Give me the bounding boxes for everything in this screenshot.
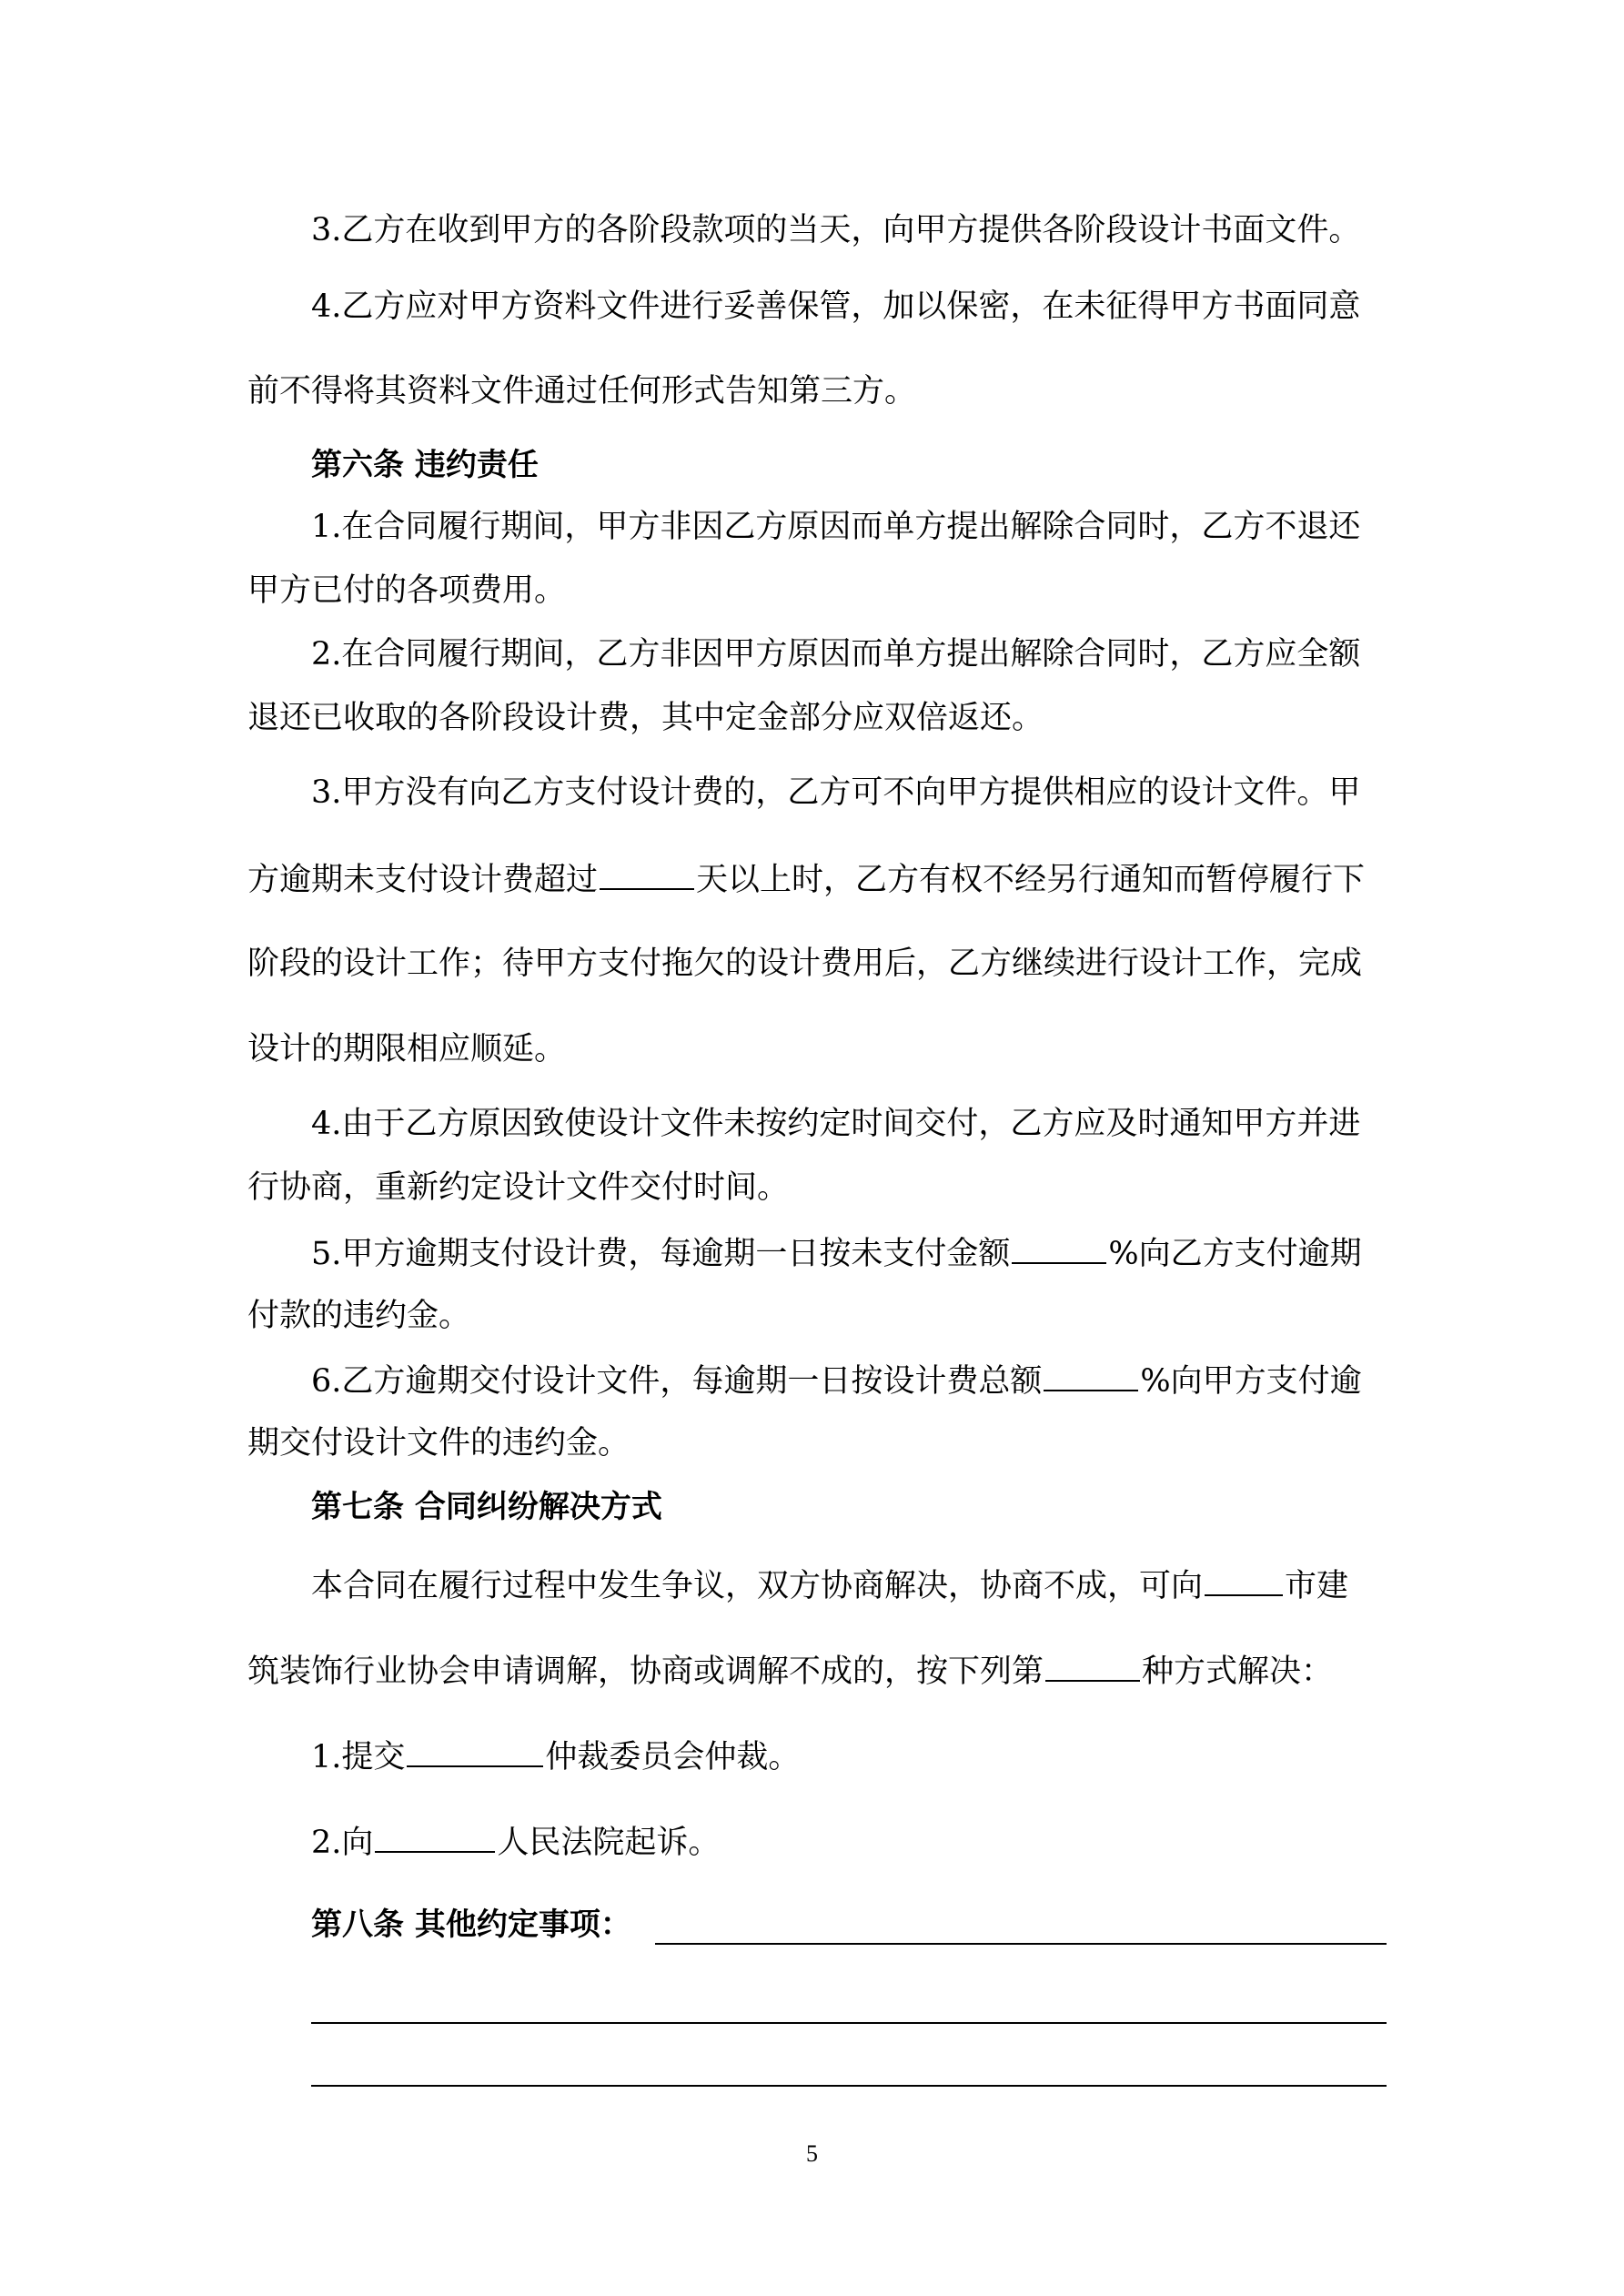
option-1-text-a: 1.提交 [311, 1739, 406, 1775]
article-7-para-line2 [247, 1649, 1333, 1693]
clause-6-1-line2: 甲方已付的各项费用。 [247, 572, 567, 609]
clause-5-4-line2: 前不得将其资料文件通过任何形式告知第三方。 [247, 373, 917, 410]
clause-6-2-line1: 2.在合同履行期间，乙方非因甲方原因而单方提出解除合同时，乙方应全额 [311, 636, 1361, 673]
article-7-heading: 第七条 合同纠纷解决方式 [311, 1489, 662, 1525]
option-2-court [311, 1820, 720, 1864]
clause-6-5-text-a: 5.甲方逾期支付设计费，每逾期一日按未支付金额 [311, 1236, 1011, 1272]
late-delivery-rate-blank[interactable] [1044, 1359, 1138, 1391]
other-terms-line-3[interactable] [311, 2085, 1387, 2087]
late-payment-rate-blank[interactable] [1012, 1231, 1106, 1264]
clause-5-4-line1: 4.乙方应对甲方资料文件进行妥善保管，加以保密，在未征得甲方书面同意 [311, 288, 1361, 325]
article-8-heading: 第八条 其他约定事项： [311, 1907, 631, 1943]
court-name-blank[interactable] [375, 1820, 495, 1853]
article-7-text-a: 本合同在履行过程中发生争议，双方协商解决，协商不成，可向 [311, 1568, 1204, 1604]
clause-6-5-text-b: %向乙方支付逾期 [1108, 1236, 1362, 1272]
option-1-text-b: 仲裁委员会仲裁。 [545, 1739, 801, 1775]
article-7-text-c: 筑装饰行业协会申请调解，协商或调解不成的，按下列第 [247, 1654, 1044, 1690]
option-2-text-a: 2.向 [311, 1825, 374, 1861]
article-6-heading: 第六条 违约责任 [311, 447, 539, 483]
city-blank[interactable] [1205, 1563, 1283, 1596]
clause-6-1-line1: 1.在合同履行期间，甲方非因乙方原因而单方提出解除合同时，乙方不退还 [311, 509, 1361, 545]
overdue-days-blank[interactable] [600, 857, 694, 890]
clause-6-4-line2: 行协商，重新约定设计文件交付时间。 [247, 1169, 790, 1206]
article-7-para-line1 [311, 1563, 1348, 1607]
clause-6-3-text-a: 方逾期未支付设计费超过 [247, 862, 599, 898]
other-terms-line-1[interactable] [655, 1943, 1387, 1945]
clause-6-3-line2 [247, 857, 1365, 901]
clause-6-4-line1: 4.由于乙方原因致使设计文件未按约定时间交付，乙方应及时通知甲方并进 [311, 1106, 1361, 1142]
clause-6-3-line4: 设计的期限相应顺延。 [247, 1031, 567, 1067]
article-7-text-b: 市建 [1285, 1568, 1349, 1604]
arbitration-commission-blank[interactable] [407, 1735, 543, 1767]
clause-6-3-line3: 阶段的设计工作；待甲方支付拖欠的设计费用后，乙方继续进行设计工作，完成 [247, 946, 1363, 982]
option-1-arbitration [311, 1735, 800, 1778]
clause-6-6-line1 [311, 1359, 1362, 1402]
resolution-method-blank[interactable] [1045, 1649, 1140, 1682]
clause-6-3-text-b: 天以上时，乙方有权不经另行通知而暂停履行下 [696, 862, 1366, 898]
clause-6-6-text-b: %向甲方支付逾 [1140, 1363, 1362, 1400]
page-number: 5 [806, 2140, 818, 2167]
clause-6-3-line1: 3.甲方没有向乙方支付设计费的，乙方可不向甲方提供相应的设计文件。甲 [311, 774, 1361, 811]
clause-6-2-line2: 退还已收取的各阶段设计费，其中定金部分应双倍返还。 [247, 700, 1044, 736]
clause-5-3: 3.乙方在收到甲方的各阶段款项的当天，向甲方提供各阶段设计书面文件。 [311, 212, 1361, 248]
article-7-text-d: 种方式解决： [1142, 1654, 1334, 1690]
clause-6-6-text-a: 6.乙方逾期交付设计文件，每逾期一日按设计费总额 [311, 1363, 1043, 1400]
clause-6-5-line1 [311, 1231, 1362, 1275]
other-terms-line-2[interactable] [311, 2022, 1387, 2024]
clause-6-6-line2: 期交付设计文件的违约金。 [247, 1425, 630, 1462]
clause-6-5-line2: 付款的违约金。 [247, 1298, 471, 1334]
option-2-text-b: 人民法院起诉。 [497, 1825, 721, 1861]
